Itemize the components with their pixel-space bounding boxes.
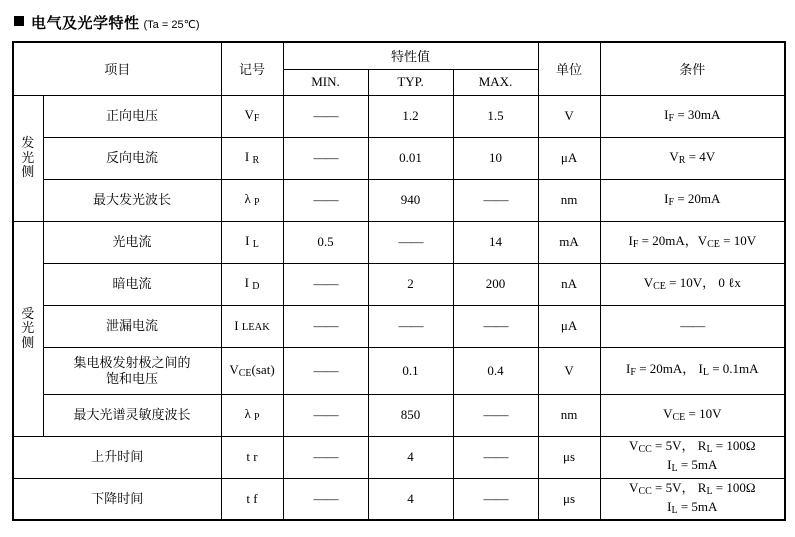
row-unit: mA [538,221,600,263]
row-condition [600,347,785,394]
row-unit: μA [538,137,600,179]
table-row [13,347,785,394]
row-unit: nm [538,179,600,221]
table-row [13,263,785,305]
table-body [13,95,785,520]
row-symbol: I $_R$ [221,137,283,179]
row-typ: 4 [368,436,453,478]
row-item: 集电极发射极之间的 饱和电压 [43,347,221,394]
row-min: —— [283,95,368,137]
row-typ: —— [368,221,453,263]
row-min: —— [283,305,368,347]
cond-line1: $V_R = 4V$ [669,148,716,166]
row-typ: 4 [368,478,453,520]
table-row [13,305,785,347]
row-min: —— [283,478,368,520]
row-typ: 940 [368,179,453,221]
row-typ: 2 [368,263,453,305]
row-max: —— [453,179,538,221]
group-label-emitter: 发 光 侧 [13,95,43,221]
row-symbol: t r [221,436,283,478]
cond-line2: $I_L = 5mA$ [667,498,718,516]
cond-line1: $V_{CE} = 10V$， 0 ℓx [643,274,741,292]
row-symbol: $V_F$ [221,95,283,137]
group-label-detector: 受 光 侧 [13,221,43,436]
row-typ: 0.01 [368,137,453,179]
cond-line1: $V_{CE} = 10V$ [663,405,722,423]
header-max: MAX. [453,69,538,95]
row-unit: V [538,347,600,394]
spec-table [12,41,786,521]
row-item: 泄漏电流 [43,305,221,347]
row-typ: 1.2 [368,95,453,137]
row-max: —— [453,478,538,520]
section-title-sub: (Ta = 25℃) [143,19,200,31]
row-max: —— [453,436,538,478]
table-row [13,394,785,436]
row-condition [600,95,785,137]
row-min: —— [283,347,368,394]
header-typ: TYP. [368,69,453,95]
row-max: 1.5 [453,95,538,137]
header-item: 项目 [13,42,221,95]
row-symbol: I $_L$ [221,221,283,263]
row-min: —— [283,263,368,305]
row-min: 0.5 [283,221,368,263]
row-item: 暗电流 [43,263,221,305]
row-unit: μs [538,436,600,478]
row-max: —— [453,305,538,347]
table-row [13,221,785,263]
table-row [13,436,785,478]
row-item: 光电流 [43,221,221,263]
row-typ: 0.1 [368,347,453,394]
row-unit: μs [538,478,600,520]
row-min: —— [283,394,368,436]
row-unit: V [538,95,600,137]
row-min: —— [283,137,368,179]
cond-line1: $I_F = 20mA$， $I_L = 0.1mA$ [626,361,759,379]
row-item: 反向电流 [43,137,221,179]
bullet-icon [14,16,24,26]
cond-line1: —— [680,317,705,333]
header-min: MIN. [283,69,368,95]
row-symbol: I $_D$ [221,263,283,305]
table-row [13,95,785,137]
table-row [13,478,785,520]
cond-line1: $I_F = 20mA$ [664,190,721,208]
header-row-1 [13,42,785,69]
row-item: 最大发光波长 [43,179,221,221]
header-unit: 单位 [538,42,600,95]
row-max: 200 [453,263,538,305]
row-typ: —— [368,305,453,347]
cond-line1: $I_F = 30mA$ [664,106,721,124]
row-symbol: $V_{CE}(sat)$ [221,347,283,394]
header-condition: 条件 [600,42,785,95]
row-symbol: λ $_P$ [221,179,283,221]
cond-line2: $I_L = 5mA$ [667,457,718,475]
table-head [13,42,785,95]
cond-line1: $V_{CC} = 5V$， $R_L = 100\Omega$ [629,438,756,456]
row-max: —— [453,394,538,436]
row-condition [600,305,785,347]
row-condition [600,436,785,478]
row-min: —— [283,436,368,478]
row-unit: nA [538,263,600,305]
row-symbol: λ $_P$ [221,394,283,436]
section-title-main: 电气及光学特性 [31,15,140,32]
cond-line1: $V_{CC} = 5V$， $R_L = 100\Omega$ [629,480,756,498]
row-condition [600,394,785,436]
row-symbol: t f [221,478,283,520]
cond-line1: $I_F = 20mA$，$V_{CE} = 10V$ [628,232,757,250]
row-condition [600,137,785,179]
row-max: 0.4 [453,347,538,394]
row-condition [600,478,785,520]
header-characteristic: 特性值 [283,42,538,69]
table-row [13,137,785,179]
row-min: —— [283,179,368,221]
row-condition [600,179,785,221]
row-item: 下降时间 [13,478,221,520]
row-condition [600,263,785,305]
row-symbol: I LEAK [221,305,283,347]
row-item: 最大光谱灵敏度波长 [43,394,221,436]
row-unit: μA [538,305,600,347]
table-row [13,179,785,221]
row-condition [600,221,785,263]
row-item: 正向电压 [43,95,221,137]
row-max: 14 [453,221,538,263]
row-unit: nm [538,394,600,436]
row-item: 上升时间 [13,436,221,478]
section-title [14,12,785,33]
row-typ: 850 [368,394,453,436]
row-max: 10 [453,137,538,179]
header-symbol: 记号 [221,42,283,95]
